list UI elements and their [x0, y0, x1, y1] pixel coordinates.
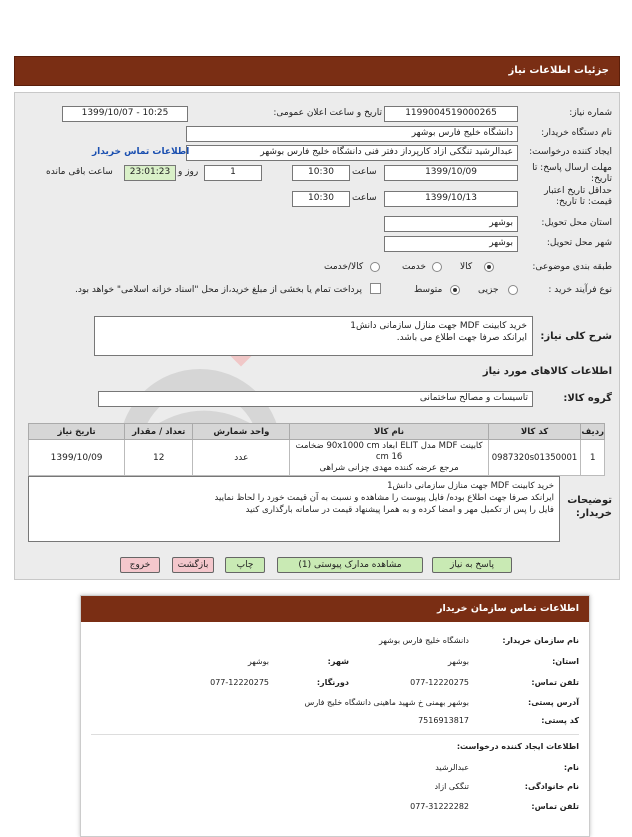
announce-label: تاریخ و ساعت اعلان عمومی: [273, 108, 382, 118]
city-field: بوشهر [384, 236, 518, 252]
cell-quantity: 12 [125, 440, 193, 476]
city-card-label: شهر: [327, 657, 349, 666]
process-label: نوع فرآیند خرید : [548, 285, 612, 295]
category-option-both: کالا/خدمت [324, 262, 364, 272]
category-option-goods: کالا [460, 262, 473, 272]
remaining-label: ساعت باقی مانده [46, 167, 113, 177]
family-value: تنگکی ازاد [434, 782, 469, 791]
province-card-value: بوشهر [447, 657, 469, 666]
cell-unit: عدد [193, 440, 290, 476]
fax-value: 077-12220275 [210, 678, 269, 687]
summary-textarea: خرید کابینت MDF جهت منازل سازمانی دانش1 ایرانکد صرفا جهت اطلاع می باشد. [94, 316, 533, 356]
category-radio-both[interactable] [370, 262, 380, 272]
reply-time-label: ساعت [352, 167, 377, 177]
fax-label: دورنگار: [316, 678, 349, 687]
province-label: استان محل تحویل: [541, 218, 612, 228]
org-value: دانشگاه خلیج فارس بوشهر [378, 636, 469, 645]
process-option-minor: جزیی [478, 285, 499, 295]
page-title: جزئیات اطلاعات نیاز [508, 65, 609, 76]
buyer-org-field: دانشگاه خلیج فارس بوشهر [186, 126, 518, 142]
back-button[interactable]: بازگشت [172, 557, 214, 573]
name-label: نام: [563, 763, 579, 772]
phone-value: 077-12220275 [410, 678, 469, 687]
phone-label: تلفن تماس: [531, 678, 579, 687]
creator-label: ایجاد کننده درخواست: [529, 147, 612, 157]
table-header-row [29, 424, 605, 440]
exit-button[interactable]: خروج [120, 557, 160, 573]
col-unit: واحد شمارش [193, 424, 290, 440]
category-label: طبقه بندی موضوعی: [532, 262, 612, 272]
reply-button[interactable]: پاسخ به نیاز [432, 557, 512, 573]
contact-card-title: اطلاعات تماس سازمان خریدار [81, 596, 589, 622]
org-label: نام سازمان خریدار: [502, 636, 579, 645]
city-card-value: بوشهر [247, 657, 269, 666]
cell-name: کابینت MDF مدل ELIT ابعاد 90x1000 cm ضخامت 16 cm مرجع عرضه کننده مهدی چزانی شراهی [290, 440, 488, 476]
family-label: نام خانوادگی: [524, 782, 579, 791]
city-label: شهر محل تحویل: [546, 238, 612, 248]
province-card-label: استان: [552, 657, 579, 666]
col-name: نام کالا [290, 424, 488, 440]
reply-date-field: 1399/10/09 [384, 165, 518, 181]
goods-group-label: گروه کالا: [563, 393, 612, 404]
treasury-checkbox[interactable] [370, 283, 381, 294]
goods-group-field: تاسیسات و مصالح ساختمانی [98, 391, 533, 407]
attachments-button[interactable]: مشاهده مدارک پیوستی (1) [277, 557, 423, 573]
cell-code: 0987320s01350001 [488, 440, 581, 476]
goods-info-title: اطلاعات کالاهای مورد نیاز [482, 366, 612, 377]
items-table [28, 423, 605, 476]
cell-row: 1 [581, 440, 605, 476]
contact-buyer-link[interactable]: اطلاعات تماس خریدار [92, 147, 190, 157]
reply-time-field: 10:30 [292, 165, 350, 181]
address-label: آدرس پستی: [528, 698, 579, 707]
contact-card [80, 595, 590, 837]
validity-date-field: 1399/10/13 [384, 191, 518, 207]
print-button[interactable]: چاپ [225, 557, 265, 573]
summary-label: شرح کلی نیاز: [540, 331, 612, 342]
card-divider [91, 734, 579, 735]
category-radio-goods[interactable] [484, 262, 494, 272]
buyer-notes-label: توضیحات خریدار: [567, 495, 612, 519]
process-note: پرداخت تمام یا بخشی از مبلغ خرید،از محل "اسناد خزانه اسلامی" خواهد بود. [74, 285, 362, 295]
name-value: عبدالرشید [435, 763, 469, 772]
validity-time-field: 10:30 [292, 191, 350, 207]
postal-label: کد پستی: [541, 716, 579, 725]
address-value: بوشهر بهمنی خ شهید ماهینی دانشگاه خلیج فارس [304, 698, 469, 707]
validity-time-label: ساعت [352, 193, 377, 203]
process-radio-medium[interactable] [450, 285, 460, 295]
need-number-label: شماره نیاز: [569, 108, 612, 118]
announce-field: 1399/10/07 - 10:25 [62, 106, 188, 122]
postal-value: 7516913817 [418, 716, 469, 725]
remaining-time-field: 23:01:23 [124, 165, 176, 181]
category-option-service: خدمت [402, 262, 426, 272]
province-field: بوشهر [384, 216, 518, 232]
buyer-org-label: نام دستگاه خریدار: [541, 128, 612, 138]
process-option-medium: متوسط [414, 285, 443, 295]
process-radio-minor[interactable] [508, 285, 518, 295]
category-radio-service[interactable] [432, 262, 442, 272]
table-row [29, 440, 605, 476]
need-number-field: 1199004519000265 [384, 106, 518, 122]
creator-field: عبدالرشید تنگکی ازاد کارپرداز دفتر فنی دانشگاه خلیج فارس بوشهر [186, 145, 518, 161]
reply-deadline-label: مهلت ارسال پاسخ: تا تاریخ: [532, 163, 612, 184]
cell-date: 1399/10/09 [29, 440, 125, 476]
col-row: ردیف [581, 424, 605, 440]
page-header [14, 56, 620, 86]
col-quantity: تعداد / مقدار [125, 424, 193, 440]
creator-phone-label: تلفن تماس: [531, 802, 579, 811]
days-label: روز و [178, 167, 199, 177]
col-code: کد کالا [488, 424, 581, 440]
days-field: 1 [204, 165, 262, 181]
creator-section-title: اطلاعات ایجاد کننده درخواست: [456, 742, 579, 751]
creator-phone-value: 077-31222282 [410, 802, 469, 811]
validity-label: حداقل تاریخ اعتبار قیمت: تا تاریخ: [544, 186, 612, 207]
buyer-notes-textarea: خرید کابینت MDF جهت منازل سازمانی دانش1 ایرانکد صرفا جهت اطلاع بوده/ فایل پیوست را مشاهده و نسبت به آن قیمت خورد را لحاظ نمایید فایل را پس از تکمیل مهر و امضا کرده و به همرا پیشنهاد قیمت در سامانه بارگذاری کنید [28, 476, 560, 542]
col-date: تاریخ نیاز [29, 424, 125, 440]
